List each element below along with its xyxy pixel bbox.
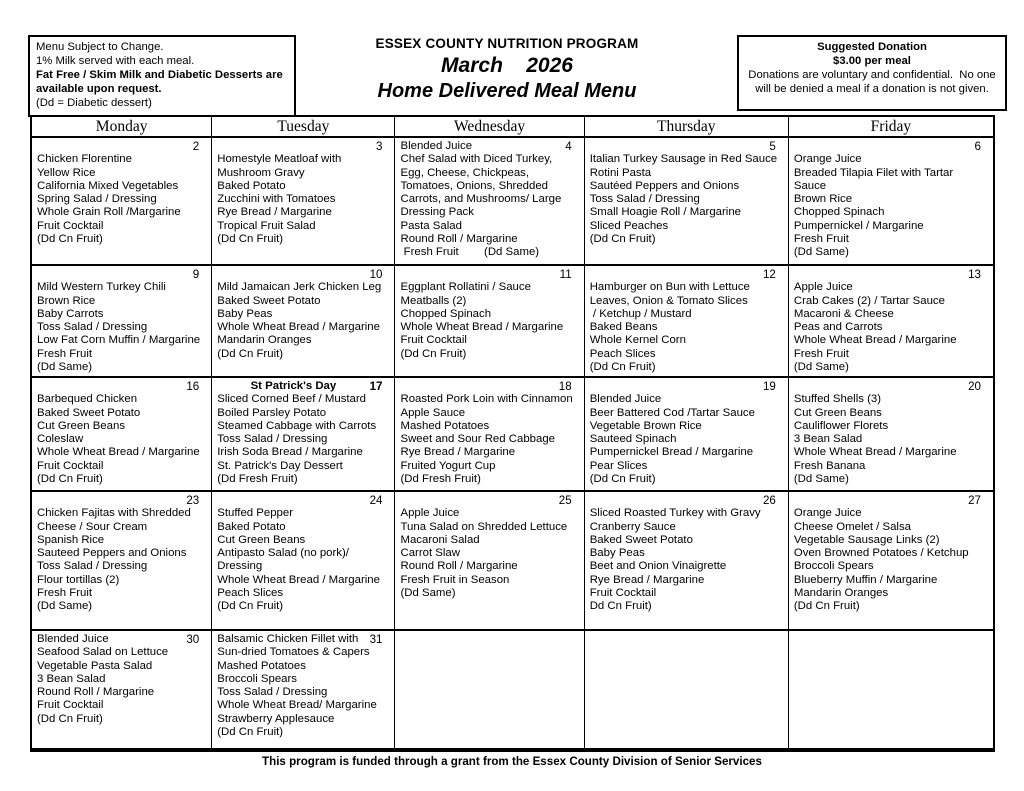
menu-item: Mandarin Oranges xyxy=(217,334,312,347)
menu-item: Cheese Omelet / Salsa xyxy=(793,520,911,533)
menu-item: Dressing xyxy=(217,560,263,573)
menu-item: Orange Juice xyxy=(793,153,862,166)
menu-item: Chopped Spinach xyxy=(793,206,885,219)
menu-item: (Dd Cn Fruit) xyxy=(217,726,284,739)
menu-item: Brown Rice xyxy=(37,294,96,307)
menu-item: Beer Battered Cod /Tartar Sauce xyxy=(589,406,755,419)
menu-item: Round Roll / Margarine xyxy=(400,233,518,246)
cell-date: 27 xyxy=(968,494,981,507)
cell-head-label: Balsamic Chicken Fillet with xyxy=(217,633,359,645)
menu-item: Antipasto Salad (no pork)/ xyxy=(217,547,349,560)
menu-item: Sweet and Sour Red Cabbage xyxy=(400,433,555,446)
menu-item: Whole Kernel Corn xyxy=(589,334,686,347)
menu-item: Pumpernickel / Margarine xyxy=(793,219,924,232)
menu-item: Hamburger on Bun with Lettuce xyxy=(589,281,750,294)
cell-head xyxy=(590,494,786,507)
menu-item: California Mixed Vegetables xyxy=(37,179,179,192)
menu-item: (Dd Cn Fruit) xyxy=(589,233,656,246)
menu-cell xyxy=(395,138,584,266)
menu-cell xyxy=(395,631,584,750)
menu-item: Beet and Onion Vinaigrette xyxy=(589,560,727,573)
cell-date: 20 xyxy=(968,380,981,393)
menu-item: (Dd Same) xyxy=(793,473,849,486)
menu-item: Sauteed Peppers and Onions xyxy=(37,547,187,560)
menu-item: Baked Sweet Potato xyxy=(37,406,141,419)
menu-item: Chopped Spinach xyxy=(400,307,492,320)
menu-item: Cut Green Beans xyxy=(37,419,126,432)
menu-item: Orange Juice xyxy=(793,507,862,520)
menu-cell xyxy=(212,631,395,750)
menu-cell xyxy=(585,631,789,750)
menu-item: Sauce xyxy=(793,179,827,192)
menu-item: Fresh Fruit xyxy=(793,233,849,246)
menu-cell xyxy=(789,492,993,631)
menu-item: Sauteed Spinach xyxy=(589,433,677,446)
menu-item: Cranberry Sauce xyxy=(589,520,676,533)
menu-item: (Dd Cn Fruit) xyxy=(217,347,284,360)
day-header-friday: Friday xyxy=(789,117,993,138)
donation-amount: $3.00 per meal xyxy=(833,55,911,67)
menu-item: Sliced Peaches xyxy=(589,219,669,232)
menu-item: Baked Sweet Potato xyxy=(217,294,321,307)
menu-item: Broccoli Spears xyxy=(217,672,298,685)
cell-head xyxy=(37,380,209,393)
menu-item: Tropical Fruit Salad xyxy=(217,219,316,232)
donation-note: Donations are voluntary and confidential. No one will be denied a meal if a donation is not given. xyxy=(748,69,999,95)
menu-item: Steamed Cabbage with Carrots xyxy=(217,419,377,432)
cell-head xyxy=(37,633,209,646)
note-line: Menu Subject to Change. xyxy=(36,41,164,53)
menu-item: (Dd Cn Fruit) xyxy=(37,473,103,486)
cell-head xyxy=(794,140,991,153)
cell-head xyxy=(590,268,786,281)
meal-calendar xyxy=(30,115,995,752)
menu-item: Mild Jamaican Jerk Chicken Leg xyxy=(217,281,382,294)
menu-item: Carrots, and Mushrooms/ Large xyxy=(400,193,562,206)
menu-item: Toss Salad / Dressing xyxy=(37,560,148,573)
menu-item: Fruit Cocktail xyxy=(37,219,104,232)
menu-item: Fresh Fruit xyxy=(793,347,849,360)
cell-head xyxy=(217,494,392,507)
menu-item: Blueberry Muffin / Margarine xyxy=(793,573,938,586)
menu-item: Peas and Carrots xyxy=(793,321,883,334)
cell-date: 2 xyxy=(192,140,200,153)
menu-item: Baked Sweet Potato xyxy=(589,533,693,546)
menu-item: Whole Wheat Bread / Margarine xyxy=(793,446,957,459)
menu-cell xyxy=(212,266,395,378)
menu-item: Blended Juice xyxy=(589,393,662,406)
cell-head xyxy=(37,494,209,507)
cell-head xyxy=(400,140,581,153)
menu-item: Fresh Fruit xyxy=(37,587,93,600)
cell-date: 12 xyxy=(762,268,776,281)
cell-head xyxy=(590,140,786,153)
menu-item: 3 Bean Salad xyxy=(793,433,863,446)
menu-item: Zucchini with Tomatoes xyxy=(217,193,336,206)
menu-item: (Dd Cn Fruit) xyxy=(793,600,860,613)
menu-item: Vegetable Pasta Salad xyxy=(37,659,153,672)
menu-cell xyxy=(789,138,993,266)
menu-item: (Dd Cn Fruit) xyxy=(400,347,467,360)
cell-date: 23 xyxy=(186,494,200,507)
menu-item: (Dd Same) xyxy=(793,246,849,259)
donation-box xyxy=(737,35,1007,111)
cell-head xyxy=(590,380,786,393)
menu-item: Sautéed Peppers and Onions xyxy=(589,179,740,192)
menu-item: Baby Peas xyxy=(217,307,273,320)
menu-item: Fruit Cocktail xyxy=(400,334,467,347)
menu-item: Boiled Parsley Potato xyxy=(217,406,327,419)
cell-head-label: St Patrick's Day xyxy=(250,380,337,392)
menu-item: Rye Bread / Margarine xyxy=(217,206,332,219)
cell-date: 6 xyxy=(974,140,981,153)
menu-item: Stuffed Shells (3) xyxy=(793,393,882,406)
menu-item: Vegetable Brown Rice xyxy=(589,419,702,432)
menu-item: Peach Slices xyxy=(217,587,284,600)
menu-item: Cut Green Beans xyxy=(217,533,306,546)
menu-item: Strawberry Applesauce xyxy=(217,712,335,725)
menu-item: Baked Potato xyxy=(217,520,286,533)
menu-item: Brown Rice xyxy=(793,193,853,206)
menu-item: Apple Sauce xyxy=(400,406,466,419)
menu-cell xyxy=(32,378,212,492)
menu-item: Fruited Yogurt Cup xyxy=(400,459,496,472)
menu-item: Sliced Roasted Turkey with Gravy xyxy=(589,507,761,520)
menu-item: Cheese / Sour Cream xyxy=(37,520,148,533)
menu-item: Whole Wheat Bread / Margarine xyxy=(793,334,957,347)
cell-head xyxy=(217,380,392,393)
program-name: ESSEX COUNTY NUTRITION PROGRAM xyxy=(375,36,639,51)
menu-notes-box xyxy=(28,35,296,117)
menu-item: Toss Salad / Dressing xyxy=(217,433,328,446)
cell-head xyxy=(400,494,581,507)
menu-item: / Ketchup / Mustard xyxy=(589,307,692,320)
menu-item: Whole Wheat Bread / Margarine xyxy=(217,321,380,334)
menu-item: Sun-dried Tomatoes & Capers xyxy=(217,646,370,659)
day-header-wednesday: Wednesday xyxy=(395,117,584,138)
menu-item: (Dd Same) xyxy=(37,600,93,613)
menu-item: (Dd Same) xyxy=(793,361,849,374)
cell-date: 16 xyxy=(186,380,200,393)
menu-cell xyxy=(585,266,789,378)
funding-footer: This program is funded through a grant from the Essex County Division of Senior Services xyxy=(262,755,762,768)
cell-head xyxy=(400,268,581,281)
menu-item: Macaroni Salad xyxy=(400,533,480,546)
menu-item: Crab Cakes (2) / Tartar Sauce xyxy=(793,294,945,307)
cell-date: 13 xyxy=(968,268,981,281)
menu-item: Small Hoagie Roll / Margarine xyxy=(589,206,741,219)
menu-item: Cut Green Beans xyxy=(793,406,882,419)
menu-item: Baby Peas xyxy=(589,547,645,560)
cell-head xyxy=(217,268,392,281)
cell-date: 25 xyxy=(558,494,572,507)
menu-item: (Dd Cn Fruit) xyxy=(37,712,103,725)
menu-item: Stuffed Pepper xyxy=(217,507,294,520)
menu-cell xyxy=(32,138,212,266)
cell-head xyxy=(794,494,991,507)
menu-item: Tuna Salad on Shredded Lettuce xyxy=(400,520,568,533)
menu-item: Apple Juice xyxy=(400,507,460,520)
menu-item: Irish Soda Bread / Margarine xyxy=(217,446,363,459)
menu-item: Round Roll / Margarine xyxy=(37,686,155,699)
menu-item: Whole Wheat Bread / Margarine xyxy=(37,446,200,459)
cell-date: 11 xyxy=(559,268,572,281)
menu-item: (Dd Same) xyxy=(37,361,93,374)
menu-item: Breaded Tilapia Filet with Tartar xyxy=(793,166,954,179)
note-line: Fat Free / Skim Milk and Diabetic Desserts are available upon request. xyxy=(36,69,283,95)
menu-item: Macaroni & Cheese xyxy=(793,307,894,320)
menu-cell xyxy=(395,266,584,378)
day-header-monday: Monday xyxy=(32,117,212,138)
menu-cell xyxy=(32,266,212,378)
menu-item: Fresh Fruit (Dd Same) xyxy=(400,246,540,259)
cell-date: 5 xyxy=(769,140,776,153)
menu-item: Spanish Rice xyxy=(37,533,105,546)
menu-cell xyxy=(585,378,789,492)
menu-item: St. Patrick's Day Dessert xyxy=(217,459,343,472)
menu-item: Italian Turkey Sausage in Red Sauce xyxy=(589,153,778,166)
menu-item: 3 Bean Salad xyxy=(37,672,106,685)
menu-item: Toss Salad / Dressing xyxy=(37,321,148,334)
menu-item: Peach Slices xyxy=(589,347,656,360)
menu-item: Whole Wheat Bread / Margarine xyxy=(400,321,564,334)
cell-date: 31 xyxy=(369,633,383,646)
menu-item: (Dd Cn Fruit) xyxy=(37,233,103,246)
note-line: (Dd = Diabetic dessert) xyxy=(36,97,152,109)
menu-item: Broccoli Spears xyxy=(793,560,874,573)
cell-head xyxy=(794,268,991,281)
cell-date: 10 xyxy=(369,268,383,281)
menu-item: Pear Slices xyxy=(589,459,648,472)
menu-item: (Dd Cn Fruit) xyxy=(217,600,284,613)
menu-item: (Dd Cn Fruit) xyxy=(217,233,284,246)
menu-cell xyxy=(585,138,789,266)
menu-item: Yellow Rice xyxy=(37,166,96,179)
cell-date: 18 xyxy=(558,380,572,393)
menu-item: Carrot Slaw xyxy=(400,547,460,560)
cell-date: 4 xyxy=(565,140,572,153)
cell-head xyxy=(217,633,392,646)
menu-item: Toss Salad / Dressing xyxy=(217,686,328,699)
menu-cell xyxy=(212,378,395,492)
menu-item: Rotini Pasta xyxy=(589,166,652,179)
cell-date: 17 xyxy=(369,380,383,393)
menu-item: Pumpernickel Bread / Margarine xyxy=(589,446,754,459)
menu-item: Fruit Cocktail xyxy=(37,699,104,712)
menu-item: Baby Carrots xyxy=(37,307,104,320)
note-line: 1% Milk served with each meal. xyxy=(36,55,195,67)
menu-item: Cauliflower Florets xyxy=(793,419,889,432)
menu-cell xyxy=(32,492,212,631)
cell-date: 9 xyxy=(192,268,200,281)
menu-item: Chef Salad with Diced Turkey, xyxy=(400,153,553,166)
menu-item: Low Fat Corn Muffin / Margarine xyxy=(37,334,201,347)
cell-date: 19 xyxy=(762,380,776,393)
menu-item: Tomatoes, Onions, Shredded xyxy=(400,179,549,192)
menu-item: Coleslaw xyxy=(37,433,84,446)
cell-date: 26 xyxy=(762,494,776,507)
menu-item: (Dd Cn Fruit) xyxy=(589,361,656,374)
menu-title: Home Delivered Meal Menu xyxy=(377,80,637,102)
menu-item: Eggplant Rollatini / Sauce xyxy=(400,281,531,294)
menu-item: Vegetable Sausage Links (2) xyxy=(793,533,940,546)
menu-cell xyxy=(789,378,993,492)
menu-item: Dressing Pack xyxy=(400,206,474,219)
menu-item: Egg, Cheese, Chickpeas, xyxy=(400,166,530,179)
menu-item: Rye Bread / Margarine xyxy=(589,573,705,586)
cell-head-label: Blended Juice xyxy=(37,633,109,645)
menu-item: Oven Browned Potatoes / Ketchup xyxy=(793,547,969,560)
menu-item: Fruit Cocktail xyxy=(589,587,657,600)
menu-item: Sliced Corned Beef / Mustard xyxy=(217,393,367,406)
menu-item: Roasted Pork Loin with Cinnamon xyxy=(400,393,573,406)
menu-item: (Dd Fresh Fruit) xyxy=(400,473,481,486)
menu-item: Whole Wheat Bread / Margarine xyxy=(217,573,380,586)
menu-item: Spring Salad / Dressing xyxy=(37,193,157,206)
menu-cell xyxy=(789,266,993,378)
menu-cell xyxy=(789,631,993,750)
menu-item: Mashed Potatoes xyxy=(217,659,306,672)
cell-head xyxy=(217,140,392,153)
menu-item: Barbequed Chicken xyxy=(37,393,138,406)
menu-item: Pasta Salad xyxy=(400,219,462,232)
menu-cell xyxy=(395,492,584,631)
menu-item: (Dd Fresh Fruit) xyxy=(217,473,298,486)
menu-item: Fresh Banana xyxy=(793,459,866,472)
menu-item: Chicken Florentine xyxy=(37,153,132,166)
cell-head xyxy=(400,380,581,393)
title-block xyxy=(330,36,684,103)
menu-item: Rye Bread / Margarine xyxy=(400,446,516,459)
menu-item: Mushroom Gravy xyxy=(217,166,305,179)
menu-item: Fruit Cocktail xyxy=(37,459,104,472)
cell-date: 3 xyxy=(376,140,383,153)
month-year: March 2026 xyxy=(441,54,573,77)
menu-item: Apple Juice xyxy=(793,281,853,294)
menu-cell xyxy=(395,378,584,492)
menu-item: (Dd Same) xyxy=(400,587,456,600)
menu-item: Mandarin Oranges xyxy=(793,587,889,600)
cell-date: 24 xyxy=(369,494,383,507)
day-header-tuesday: Tuesday xyxy=(212,117,395,138)
menu-item: Leaves, Onion & Tomato Slices xyxy=(589,294,748,307)
menu-item: Homestyle Meatloaf with xyxy=(217,153,342,166)
day-header-thursday: Thursday xyxy=(585,117,789,138)
menu-item: Flour tortillas (2) xyxy=(37,573,120,586)
cell-head-label: Blended Juice xyxy=(400,140,473,152)
menu-item: Dd Cn Fruit) xyxy=(589,600,652,613)
menu-item: Toss Salad / Dressing xyxy=(589,193,700,206)
menu-item: (Dd Cn Fruit) xyxy=(589,473,656,486)
cell-date: 30 xyxy=(186,633,200,646)
menu-item: Baked Beans xyxy=(589,321,658,334)
cell-head xyxy=(794,380,991,393)
menu-item: Round Roll / Margarine xyxy=(400,560,518,573)
menu-item: Fresh Fruit in Season xyxy=(400,573,510,586)
menu-item: Whole Wheat Bread/ Margarine xyxy=(217,699,377,712)
menu-item: Mild Western Turkey Chili xyxy=(37,281,166,294)
menu-cell xyxy=(212,492,395,631)
menu-cell xyxy=(212,138,395,266)
menu-item: Fresh Fruit xyxy=(37,347,93,360)
menu-item: Whole Grain Roll /Margarine xyxy=(37,206,181,219)
menu-item: Mashed Potatoes xyxy=(400,419,490,432)
menu-item: Seafood Salad on Lettuce xyxy=(37,646,169,659)
menu-item: Baked Potato xyxy=(217,179,286,192)
menu-item: Chicken Fajitas with Shredded xyxy=(37,507,191,520)
menu-item: Meatballs (2) xyxy=(400,294,467,307)
donation-title: Suggested Donation xyxy=(817,41,927,53)
cell-head xyxy=(37,140,209,153)
menu-cell xyxy=(32,631,212,750)
cell-head xyxy=(37,268,209,281)
menu-cell xyxy=(585,492,789,631)
